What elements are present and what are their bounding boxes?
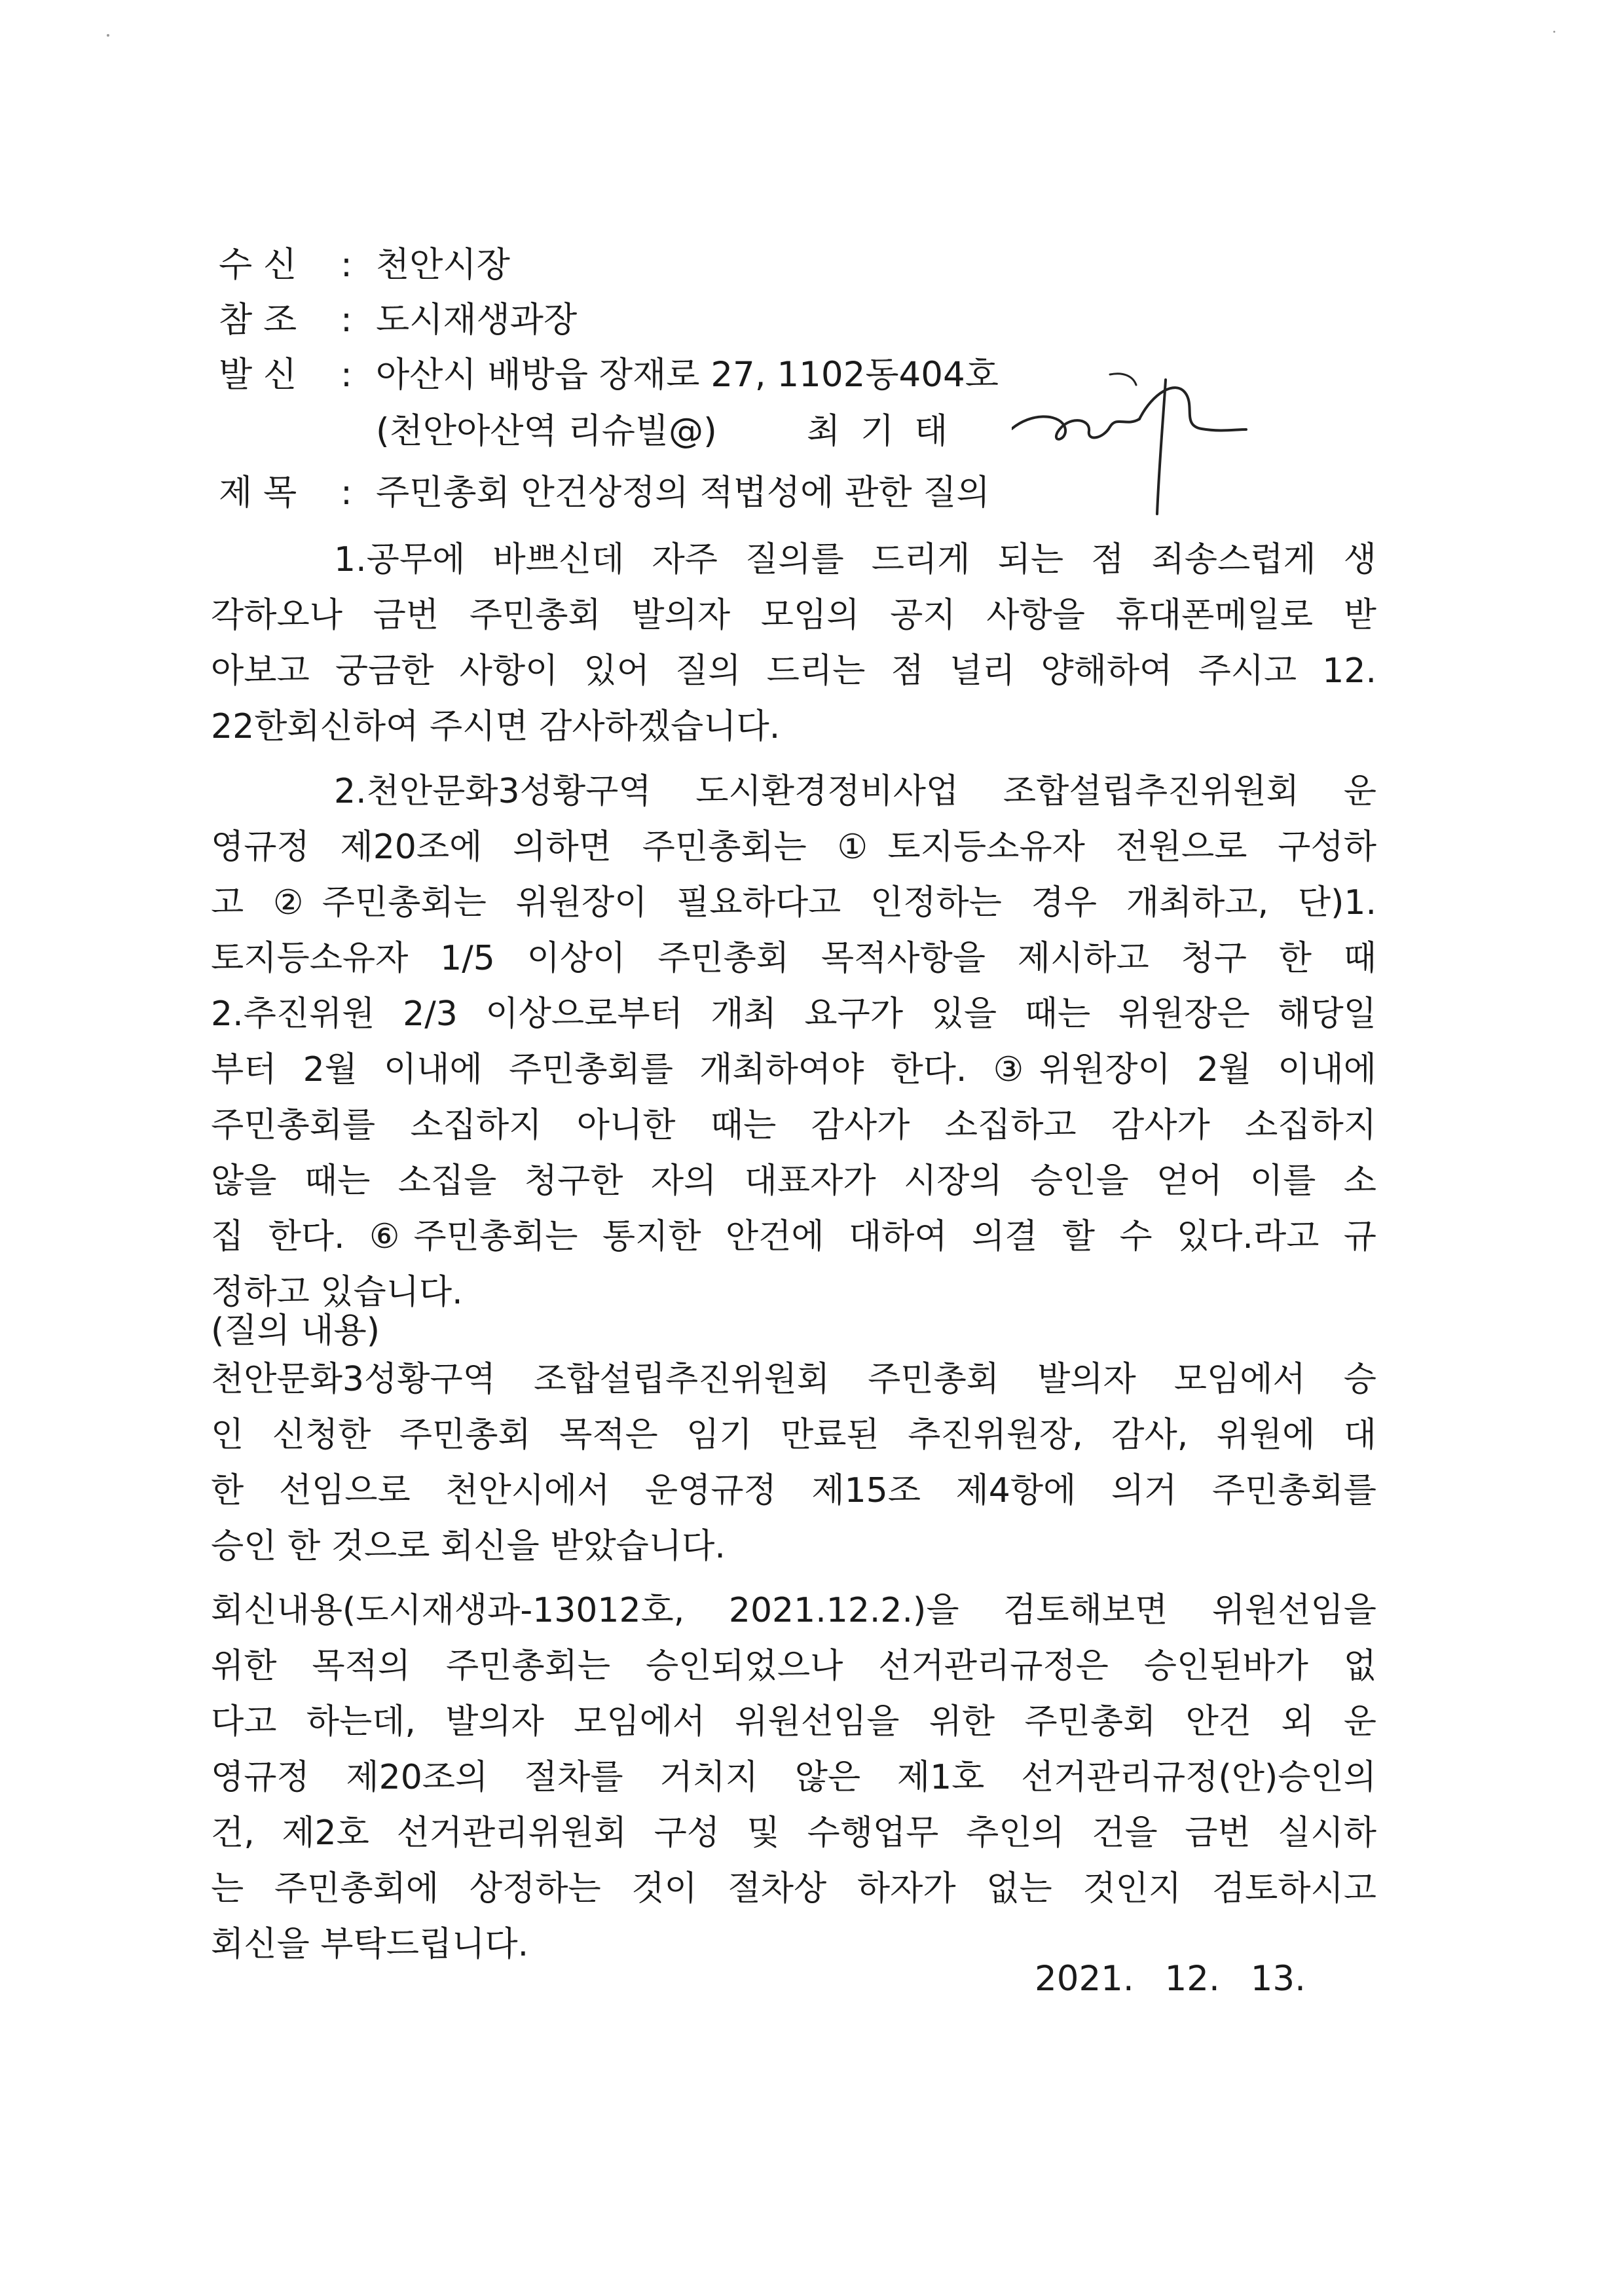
paragraph-2 [211, 764, 1376, 1321]
reference-label: 참 조 [219, 300, 297, 340]
sender-label: 발 신 [219, 355, 297, 395]
text-line: 1.공무에 바쁘신데 자주 질의를 드리게 되는 점 죄송스럽게 생 [334, 540, 1376, 579]
text-line: 집 한다. ⑥주민총회는 통지한 안건에 대하여 의결 할 수 있다.라고 규 [211, 1217, 1376, 1256]
handwritten-signature [1012, 367, 1247, 517]
paragraph-4 [211, 1583, 1376, 1973]
text-line: 승인 한 것으로 회신을 받았습니다. [211, 1527, 726, 1566]
text-line: 주민총회를 소집하지 아니한 때는 감사가 소집하고 감사가 소집하지 [211, 1106, 1376, 1145]
text-line: 2.추진위원 2/3 이상으로부터 개최 요구가 있을 때는 위원장은 해당일 [211, 994, 1376, 1034]
colon: : [341, 300, 352, 340]
text-line: 각하오나 금번 주민총회 발의자 모임의 공지 사항을 휴대폰메일로 받 [211, 596, 1376, 635]
text-line: 고 ②주민총회는 위원장이 필요하다고 인정하는 경우 개최하고, 단)1. [211, 883, 1376, 922]
sender-name: 최 기 태 [807, 411, 948, 451]
text-line: 회신을 부탁드립니다. [211, 1925, 529, 1964]
colon: : [341, 355, 352, 395]
text-line: 인 신청한 주민총회 목적은 임기 만료된 추진위원장, 감사, 위원에 대 [211, 1415, 1376, 1455]
question-title: (질의 내용) [211, 1311, 380, 1351]
sender-address: 아산시 배방읍 장재로 27, 1102동404호 [376, 355, 999, 395]
text-line: 회신내용(도시재생과-13012호, 2021.12.2.)을 검토해보면 위원선임을 [211, 1591, 1376, 1630]
text-line: 2.천안문화3성황구역 도시환경정비사업 조합설립추진위원회 운 [334, 772, 1376, 811]
text-line: 위한 목적의 주민총회는 승인되었으나 선거관리규정은 승인된바가 없 [211, 1647, 1376, 1686]
sender-building: (천안아산역 리슈빌@) [376, 411, 717, 451]
text-line: 영규정 제20조에 의하면 주민총회는 ①토지등소유자 전원으로 구성하 [211, 828, 1376, 867]
text-line: 않을 때는 소집을 청구한 자의 대표자가 시장의 승인을 얻어 이를 소 [211, 1161, 1376, 1201]
text-line: 정하고 있습니다. [211, 1273, 463, 1312]
colon: : [341, 473, 352, 513]
paragraph-1 [211, 532, 1376, 755]
text-line: 천안문화3성황구역 조합설립추진위원회 주민총회 발의자 모임에서 승 [211, 1360, 1376, 1399]
text-line: 는 주민총회에 상정하는 것이 절차상 하자가 없는 것인지 검토하시고 [211, 1869, 1376, 1908]
text-line: 22한회신하여 주시면 감사하겠습니다. [211, 707, 781, 746]
reference-value: 도시재생과장 [376, 300, 578, 340]
subject-value: 주민총회 안건상정의 적법성에 관한 질의 [376, 473, 990, 513]
text-line: 토지등소유자 1/5 이상이 주민총회 목적사항을 제시하고 청구 한 때 [211, 939, 1376, 978]
text-line: 한 선임으로 천안시에서 운영규정 제15조 제4항에 의거 주민총회를 [211, 1471, 1376, 1510]
recipient-label: 수 신 [219, 245, 297, 285]
scan-speck [1553, 31, 1555, 33]
text-line: 다고 하는데, 발의자 모임에서 위원선임을 위한 주민총회 안건 외 운 [211, 1702, 1376, 1741]
text-line: 아보고 궁금한 사항이 있어 질의 드리는 점 널리 양해하여 주시고 12. [211, 651, 1376, 691]
text-line: 부터 2월 이내에 주민총회를 개최하여야 한다. ③위원장이 2월 이내에 [211, 1050, 1376, 1089]
letter-date: 2021. 12. 13. [1035, 1959, 1306, 1999]
recipient-value: 천안시장 [376, 245, 510, 285]
text-line: 영규정 제20조의 절차를 거치지 않은 제1호 선거관리규정(안)승인의 [211, 1758, 1376, 1797]
text-line: 건, 제2호 선거관리위원회 구성 및 수행업무 추인의 건을 금번 실시하 [211, 1813, 1376, 1853]
subject-label: 제 목 [219, 473, 297, 513]
paragraph-3 [211, 1352, 1376, 1575]
colon: : [341, 245, 352, 285]
scan-speck [107, 34, 109, 37]
